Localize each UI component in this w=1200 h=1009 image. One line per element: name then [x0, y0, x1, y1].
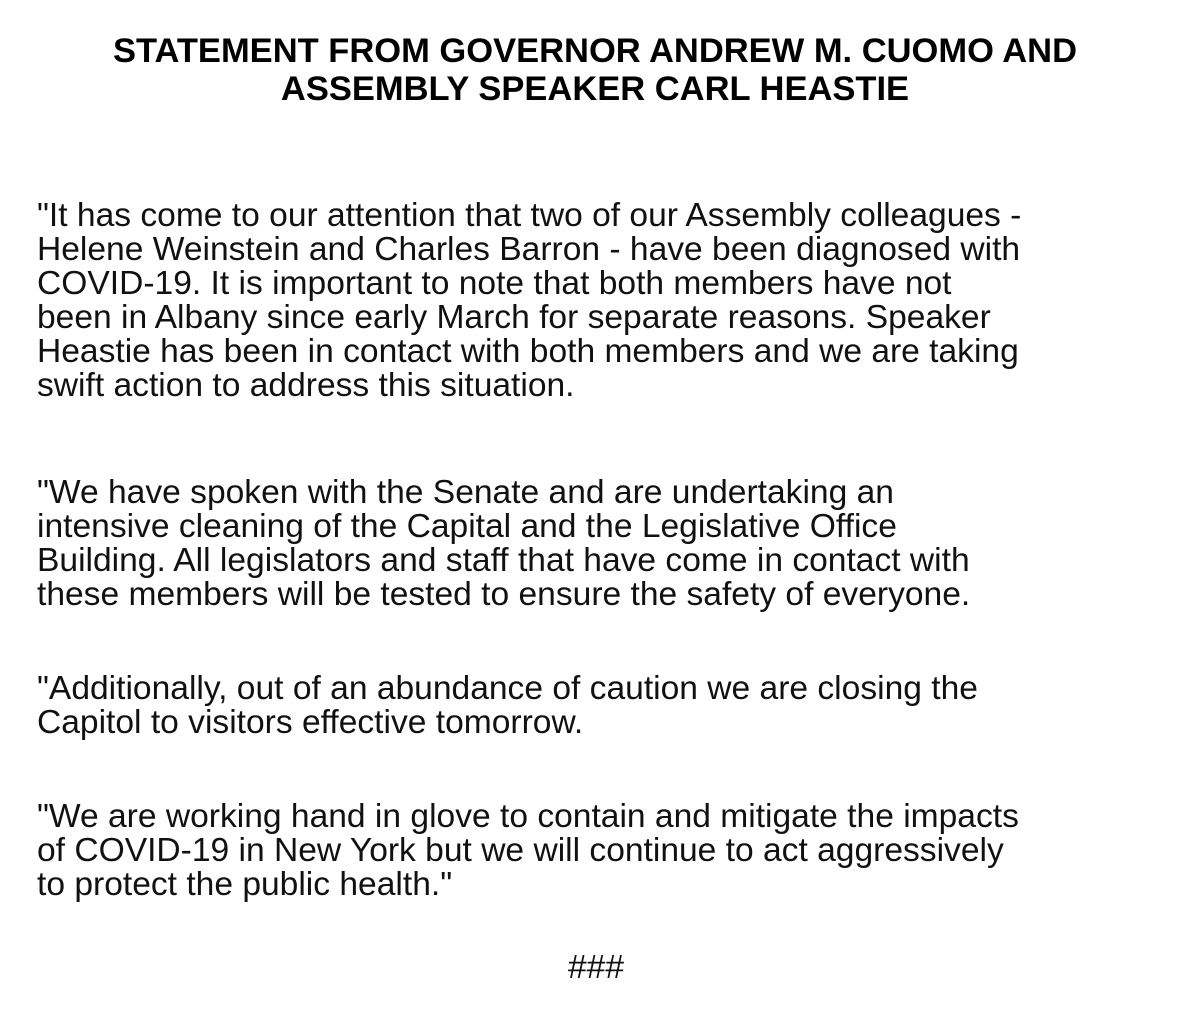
- text-line: COVID-19. It is important to note that both members have not: [37, 265, 952, 302]
- text-line: of COVID-19 in New York but we will continue to act aggressively: [37, 832, 1004, 869]
- text-line: "It has come to our attention that two of our Assembly colleagues -: [37, 197, 1022, 234]
- text-line: "We have spoken with the Senate and are undertaking an: [37, 474, 894, 511]
- text-line: to protect the public health.": [37, 866, 453, 903]
- paragraph-closing: [37, 672, 1177, 740]
- title-line: STATEMENT FROM GOVERNOR ANDREW M. CUOMO AND: [112, 32, 1078, 70]
- text-line: Heastie has been in contact with both members and we are taking: [37, 333, 1019, 370]
- text-line: Helene Weinstein and Charles Barron - have been diagnosed with: [37, 231, 1021, 268]
- paragraph-diagnosis: [37, 199, 1177, 403]
- title-line: ASSEMBLY SPEAKER CARL HEASTIE: [280, 70, 910, 108]
- text-line: intensive cleaning of the Capital and the Legislative Office: [37, 508, 897, 545]
- paragraph-commitment: [37, 800, 1177, 902]
- text-line: been in Albany since early March for separate reasons. Speaker: [37, 299, 991, 336]
- text-line: "We are working hand in glove to contain and mitigate the impacts: [37, 798, 1019, 835]
- statement-title: [0, 32, 1190, 108]
- text-line: Building. All legislators and staff that have come in contact with: [37, 542, 970, 579]
- text-line: Capitol to visitors effective tomorrow.: [37, 704, 584, 741]
- text-line: these members will be tested to ensure the safety of everyone.: [37, 576, 971, 613]
- end-mark: ###: [567, 949, 625, 986]
- paragraph-cleaning: [37, 476, 1177, 612]
- text-line: "Additionally, out of an abundance of caution we are closing the: [37, 670, 978, 707]
- text-line: swift action to address this situation.: [37, 367, 575, 404]
